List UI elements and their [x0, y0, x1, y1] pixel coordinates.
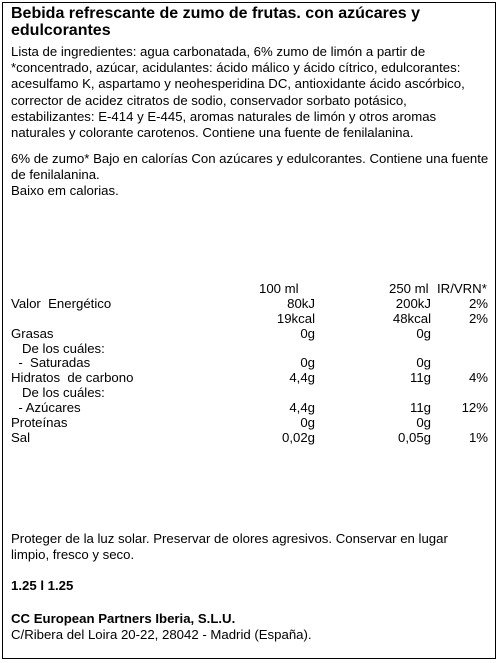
value-per-100ml: 0g	[300, 415, 315, 431]
value-per-250ml: 48kcal	[392, 310, 431, 326]
nutrient-label: Valor Energético	[11, 295, 112, 311]
header-per-250ml: 250 ml	[389, 281, 429, 296]
storage-instructions: Proteger de la luz solar. Preservar de olores agresivos. Conservar en lugar limpio, fresco y seco.	[11, 531, 448, 563]
nutrient-label: Grasas	[11, 325, 54, 341]
value-per-250ml: 200kJ	[395, 295, 431, 311]
value-per-100ml: 80kJ	[287, 295, 315, 311]
nutrition-row	[11, 371, 491, 386]
label-frame	[2, 2, 496, 659]
value-per-250ml: 0,05g	[397, 429, 431, 445]
product-title: Bebida refrescante de zumo de frutas. con azúcares y edulcorantes	[11, 5, 421, 39]
nutrition-header-row	[11, 282, 491, 297]
nutrition-row	[11, 356, 491, 371]
value-reference-intake: 1%	[468, 429, 488, 445]
company-address: C/Ribera del Loira 20-22, 28042 - Madrid (España).	[11, 627, 312, 643]
nutrition-row	[11, 431, 491, 446]
nutrient-label: De los cuáles:	[11, 340, 105, 356]
value-per-100ml: 4,4g	[289, 400, 315, 416]
nutrition-row	[11, 401, 491, 416]
value-per-100ml: 19kcal	[276, 310, 315, 326]
company-name: CC European Partners Iberia, S.L.U.	[11, 611, 236, 626]
value-reference-intake: 12%	[461, 400, 488, 416]
net-quantity: 1.25 l 1.25	[11, 578, 74, 593]
value-per-100ml: 0,02g	[281, 429, 315, 445]
nutrition-row	[11, 297, 491, 312]
nutrition-row	[11, 416, 491, 431]
nutrient-label: Proteínas	[11, 415, 68, 431]
value-per-250ml: 0g	[416, 415, 431, 431]
nutrition-row	[11, 312, 491, 327]
value-per-250ml: 0g	[416, 355, 431, 371]
header-per-100ml: 100 ml	[259, 281, 299, 296]
nutrition-claims	[11, 151, 492, 200]
nutrient-label: - Saturadas	[11, 355, 91, 371]
nutrient-label: Sal	[11, 429, 31, 445]
value-per-250ml: 0g	[416, 325, 431, 341]
value-reference-intake: 2%	[468, 310, 488, 326]
nutrient-label: Hidratos de carbono	[11, 370, 134, 386]
value-per-250ml: 11g	[409, 400, 431, 416]
header-reference-intake: IR/VRN*	[437, 281, 487, 296]
value-per-100ml: 4,4g	[289, 370, 315, 386]
nutrition-table	[11, 282, 491, 446]
nutrition-row	[11, 386, 491, 401]
nutrition-row	[11, 342, 491, 357]
ingredients-list: Lista de ingredientes: agua carbonatada, 6% zumo de limón a partir de *concentrado, azúcar, acidulantes: ácido málico y ácido cítrico, edulcorantes: acesulfamo K, aspartamo y neohesperidina DC, antioxidante ácido ascórbico, corrector de acidez citratos de sodio, conservador sorbato potásico, estabilizantes: E-414 y E-445, aromas naturales de limón y otros aromas naturales y colorante carotenos. Contiene una fuente de fenilalanina.	[11, 44, 465, 141]
nutrient-label: De los cuáles:	[11, 385, 105, 401]
nutrition-row	[11, 327, 491, 342]
value-per-100ml: 0g	[300, 355, 315, 371]
value-per-100ml: 0g	[300, 325, 315, 341]
value-reference-intake: 2%	[468, 295, 488, 311]
nutrient-label: - Azúcares	[11, 400, 81, 416]
claims-line-1: 6% de zumo* Bajo en calorías Con azúcares y edulcorantes. Contiene una fuente de fenilalanina.	[11, 151, 492, 183]
value-reference-intake: 4%	[468, 370, 488, 386]
nutrition-rows	[11, 297, 491, 446]
company-info	[11, 611, 489, 644]
value-per-250ml: 11g	[409, 370, 431, 386]
claims-line-2: Baixo em calorias.	[11, 183, 119, 199]
